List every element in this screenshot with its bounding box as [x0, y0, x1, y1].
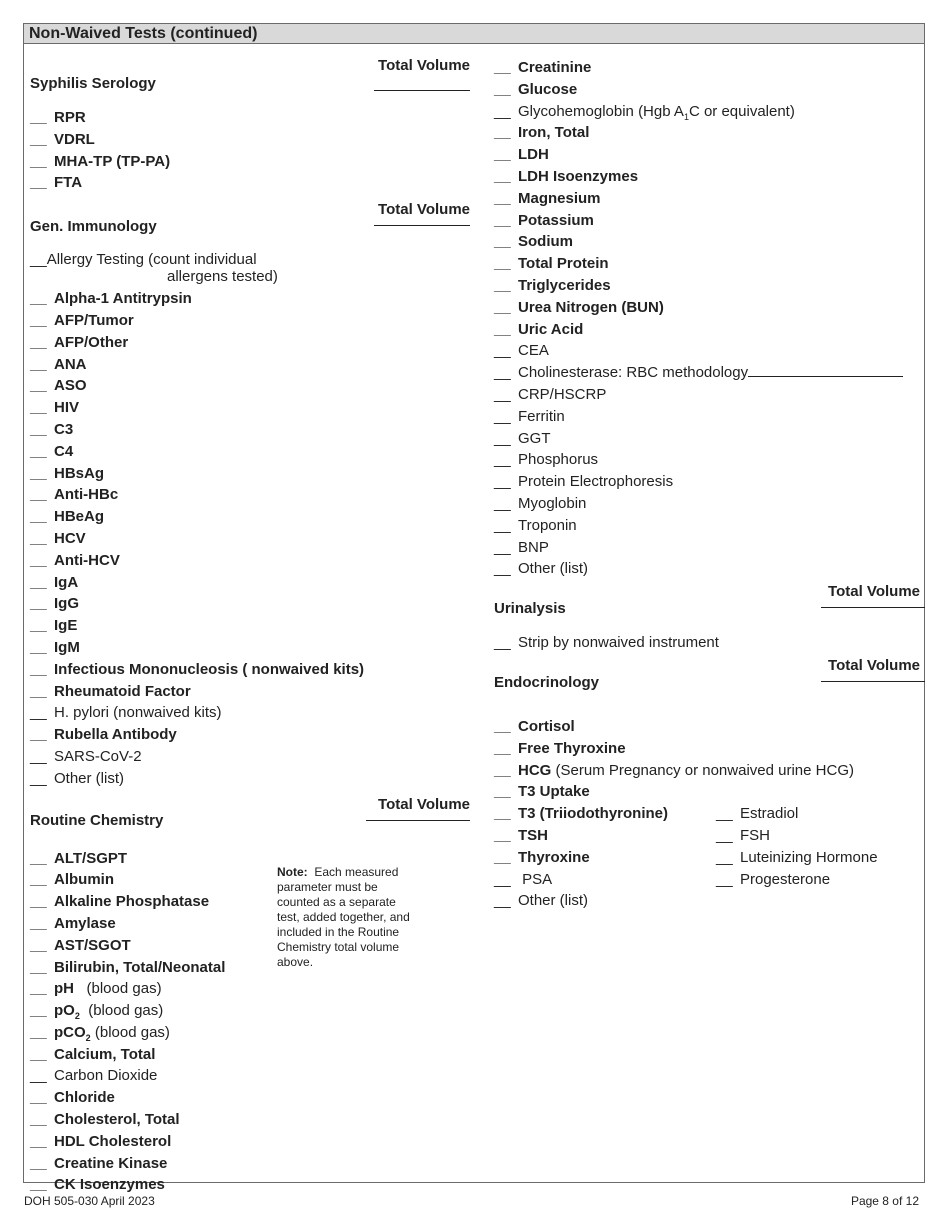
- check-blank[interactable]: __: [494, 560, 511, 578]
- check-blank[interactable]: __: [30, 1067, 47, 1085]
- allergy-item: __Allergy Testing (count individual: [30, 251, 257, 269]
- list-item: __ AFP/Tumor: [30, 310, 470, 332]
- list-item: __ HCV: [30, 528, 470, 550]
- check-blank[interactable]: __: [494, 233, 511, 251]
- check-blank[interactable]: __: [30, 595, 47, 613]
- check-blank[interactable]: __: [494, 59, 511, 76]
- check-blank[interactable]: __: [494, 805, 511, 823]
- check-blank[interactable]: __: [494, 538, 511, 556]
- list-item: __ CRP/HSCRP: [494, 384, 924, 406]
- check-blank[interactable]: __: [30, 442, 47, 460]
- check-blank[interactable]: __: [494, 211, 511, 229]
- list-item-right: __ Estradiol: [716, 803, 798, 825]
- list-item: __ Strip by nonwaived instrument: [494, 632, 924, 654]
- check-blank[interactable]: __: [494, 342, 511, 360]
- list-item: __ Cortisol: [494, 716, 924, 738]
- check-blank[interactable]: __: [30, 290, 47, 308]
- syphilis-header: [30, 57, 470, 104]
- total-volume-label: Total Volume: [378, 795, 470, 813]
- urinalysis-header: [494, 580, 924, 632]
- list-item: __ Urea Nitrogen (BUN): [494, 297, 924, 319]
- chemistry-cont-list-a: [494, 57, 924, 101]
- list-item: __ HBsAg: [30, 463, 470, 485]
- list-item: __ Anti-HCV: [30, 550, 470, 572]
- check-blank[interactable]: __: [494, 189, 511, 207]
- list-item: __ RPR: [30, 107, 470, 129]
- list-item-right: __ Luteinizing Hormone: [716, 847, 878, 869]
- check-blank[interactable]: __: [30, 980, 47, 998]
- check-blank[interactable]: __: [494, 516, 511, 534]
- syphilis-title: Syphilis Serology: [30, 75, 156, 92]
- list-item: __ Cholinesterase: RBC methodology: [494, 362, 924, 384]
- total-volume-line[interactable]: [366, 820, 470, 821]
- total-volume-label: Total Volume: [828, 583, 920, 601]
- check-blank[interactable]: __: [494, 124, 511, 142]
- check-blank[interactable]: __: [494, 494, 511, 512]
- check-blank[interactable]: __: [30, 638, 47, 656]
- check-blank[interactable]: __: [30, 769, 47, 787]
- list-item: __ Rubella Antibody: [30, 724, 470, 746]
- check-blank[interactable]: __: [494, 870, 511, 888]
- list-item: __ Infectious Mononucleosis ( nonwaived kits): [30, 659, 470, 681]
- list-item: __ Anti-HBc: [30, 484, 470, 506]
- check-blank[interactable]: __: [30, 486, 47, 504]
- check-blank[interactable]: __: [30, 871, 47, 889]
- list-item: __ ASO: [30, 375, 470, 397]
- check-blank[interactable]: __: [30, 726, 47, 744]
- list-item: __ C4: [30, 441, 470, 463]
- check-blank[interactable]: __: [30, 660, 47, 678]
- list-item: __ CEA: [494, 340, 924, 362]
- list-item: __ Troponin: [494, 515, 924, 537]
- list-item: __ Other (list): [30, 768, 470, 790]
- total-volume-line[interactable]: [374, 90, 470, 91]
- check-blank[interactable]: __: [30, 311, 47, 329]
- list-item: __ Ferritin: [494, 406, 924, 428]
- check-blank[interactable]: __: [494, 739, 511, 757]
- check-blank[interactable]: __: [30, 914, 47, 932]
- check-blank[interactable]: __: [30, 936, 47, 954]
- check-blank[interactable]: __: [494, 298, 511, 316]
- check-blank[interactable]: __: [30, 420, 47, 438]
- list-item: __ GGT: [494, 428, 924, 450]
- immunology-title: Gen. Immunology: [30, 218, 157, 236]
- check-blank[interactable]: __: [30, 251, 47, 269]
- list-item: __ H. pylori (nonwaived kits): [30, 702, 470, 724]
- left-column: [30, 57, 470, 1196]
- list-item: __ Phosphorus: [494, 449, 924, 471]
- list-item-right: __ Progesterone: [716, 869, 830, 891]
- check-blank[interactable]: __: [30, 130, 47, 148]
- list-item: __ $pO_2$ (blood gas): [30, 1002, 164, 1022]
- endocrinology-title: Endocrinology: [494, 673, 599, 691]
- check-blank[interactable]: __: [30, 152, 47, 170]
- total-volume-label: Total Volume: [828, 656, 920, 674]
- check-blank[interactable]: __: [30, 1111, 47, 1129]
- check-blank[interactable]: __: [494, 826, 511, 844]
- check-blank[interactable]: __: [494, 429, 511, 447]
- list-item: __ Magnesium: [494, 188, 924, 210]
- list-item: __ Calcium, Total: [30, 1044, 470, 1066]
- section-header: Non-Waived Tests (continued): [24, 24, 924, 44]
- check-blank[interactable]: __: [30, 1089, 47, 1107]
- check-blank[interactable]: __: [494, 761, 511, 779]
- chemistry-cont-list-c: [494, 384, 924, 580]
- endocrinology-header: [494, 654, 924, 706]
- list-item: __ BNP: [494, 537, 924, 559]
- list-item: __ VDRL: [30, 129, 470, 151]
- immunology-header: [30, 191, 470, 247]
- check-blank[interactable]: __: [30, 333, 47, 351]
- check-blank[interactable]: __: [30, 174, 47, 192]
- list-item: __ MHA-TP (TP-PA): [30, 151, 470, 173]
- list-item: __ Iron, Total: [494, 122, 924, 144]
- check-blank[interactable]: __: [494, 892, 511, 910]
- check-blank[interactable]: __: [494, 255, 511, 273]
- list-item: __ HDL Cholesterol: [30, 1131, 470, 1153]
- check-blank[interactable]: __: [494, 167, 511, 185]
- list-item: __ HBeAg: [30, 506, 470, 528]
- total-volume-label: Total Volume: [378, 201, 470, 219]
- check-blank[interactable]: __: [494, 364, 511, 382]
- list-item: __ Carbon Dioxide: [30, 1065, 470, 1087]
- list-item: __ Glycohemoglobin (Hgb $A_1C$ or equivalent): [494, 102, 795, 122]
- list-item: __ FTA: [30, 172, 470, 194]
- check-blank[interactable]: __: [494, 634, 511, 652]
- check-blank[interactable]: __: [494, 320, 511, 338]
- total-volume-line[interactable]: [821, 681, 925, 682]
- list-item: __ Thyroxine __ Luteinizing Hormone: [494, 847, 924, 869]
- total-volume-line[interactable]: [374, 225, 470, 226]
- list-item: __ Creatine Kinase: [30, 1153, 470, 1175]
- check-blank[interactable]: __: [30, 1176, 47, 1194]
- check-blank[interactable]: __: [494, 80, 511, 98]
- chemistry-header: [30, 790, 470, 846]
- list-item: __ pCO$_2$ (blood gas): [30, 1023, 170, 1043]
- check-blank[interactable]: __: [494, 385, 511, 403]
- methodology-line[interactable]: [748, 362, 903, 377]
- list-item: __ HCG (Serum Pregnancy or nonwaived urine HCG): [494, 760, 924, 782]
- check-blank[interactable]: __: [494, 473, 511, 491]
- list-item: __ Triglycerides: [494, 275, 924, 297]
- list-item: __ AST/SGOT: [30, 935, 470, 957]
- check-blank[interactable]: __: [494, 848, 511, 866]
- chemistry-title: Routine Chemistry: [30, 811, 164, 829]
- check-blank[interactable]: __: [716, 826, 733, 844]
- list-item: __ PSA __ Progesterone: [494, 869, 924, 891]
- check-blank[interactable]: __: [30, 1132, 47, 1150]
- check-blank[interactable]: __: [30, 355, 47, 373]
- chemistry-list-2: [30, 1044, 470, 1197]
- check-blank[interactable]: __: [30, 1154, 47, 1172]
- list-item: __ ANA: [30, 354, 470, 376]
- check-blank[interactable]: __: [494, 783, 511, 801]
- chemistry-note: Note: Each measured parameter must be counted as a separate test, added together, and included in the Routine Chemistry total volume above.: [277, 865, 410, 969]
- check-blank[interactable]: __: [30, 508, 47, 526]
- list-item: __ IgA: [30, 572, 470, 594]
- list-item: __ Creatinine: [494, 57, 924, 79]
- check-blank[interactable]: __: [30, 529, 47, 547]
- list-item: __ pH (blood gas): [30, 978, 470, 1000]
- check-blank[interactable]: __: [30, 1002, 47, 1020]
- list-item: __ T3 Uptake: [494, 781, 924, 803]
- right-column: [494, 57, 924, 912]
- list-item: __ TSH __ FSH: [494, 825, 924, 847]
- check-blank[interactable]: __: [716, 870, 733, 888]
- immunology-list: [30, 288, 470, 789]
- list-item: __ Sodium: [494, 231, 924, 253]
- check-blank[interactable]: __: [30, 377, 47, 395]
- list-item: __ Bilirubin, Total/Neonatal: [30, 957, 470, 979]
- chemistry-cont-list-b: [494, 122, 924, 362]
- check-blank[interactable]: __: [30, 399, 47, 417]
- form-id: DOH 505-030 April 2023: [24, 1194, 155, 1208]
- list-item: __ AFP/Other: [30, 332, 470, 354]
- check-blank[interactable]: __: [30, 849, 47, 867]
- check-blank[interactable]: __: [716, 848, 733, 866]
- check-blank[interactable]: __: [30, 958, 47, 976]
- check-blank[interactable]: __: [30, 704, 47, 722]
- list-item: __ C3: [30, 419, 470, 441]
- check-blank[interactable]: __: [30, 617, 47, 635]
- check-blank[interactable]: __: [494, 407, 511, 425]
- list-item: __ Other (list): [494, 890, 924, 912]
- list-item: __ Protein Electrophoresis: [494, 471, 924, 493]
- check-blank[interactable]: __: [30, 573, 47, 591]
- list-item: __ Amylase: [30, 913, 470, 935]
- check-blank[interactable]: __: [30, 1045, 47, 1063]
- check-blank[interactable]: __: [494, 276, 511, 294]
- check-blank[interactable]: __: [30, 747, 47, 765]
- list-item: __ Total Protein: [494, 253, 924, 275]
- list-item: __ Glucose: [494, 79, 924, 101]
- check-blank[interactable]: __: [30, 893, 47, 911]
- allergy-item-continued: allergens tested): [167, 268, 278, 286]
- check-blank[interactable]: __: [716, 805, 733, 823]
- total-volume-label: Total Volume: [378, 57, 470, 74]
- list-item: __ Uric Acid: [494, 319, 924, 341]
- list-item: __ Free Thyroxine: [494, 738, 924, 760]
- check-blank[interactable]: __: [30, 551, 47, 569]
- check-blank[interactable]: __: [30, 1023, 47, 1041]
- check-blank[interactable]: __: [494, 102, 511, 120]
- list-item: __ Potassium: [494, 210, 924, 232]
- list-item: __ IgM: [30, 637, 470, 659]
- list-item: __ HIV: [30, 397, 470, 419]
- list-item: __ SARS-CoV-2: [30, 746, 470, 768]
- check-blank[interactable]: __: [494, 451, 511, 469]
- list-item: __ T3 (Triiodothyronine) __ Estradiol: [494, 803, 924, 825]
- check-blank[interactable]: __: [30, 109, 47, 126]
- list-item-right: __ FSH: [716, 825, 770, 847]
- list-item: __ Cholesterol, Total: [30, 1109, 470, 1131]
- list-item: __ IgE: [30, 615, 470, 637]
- list-item: __ CK Isoenzymes: [30, 1174, 470, 1196]
- check-blank[interactable]: __: [30, 464, 47, 482]
- list-item: __ Chloride: [30, 1087, 470, 1109]
- urinalysis-title: Urinalysis: [494, 600, 566, 618]
- list-item: __ ALT/SGPT: [30, 848, 470, 870]
- total-volume-line[interactable]: [821, 607, 925, 608]
- check-blank[interactable]: __: [494, 146, 511, 164]
- list-item: __ Rheumatoid Factor: [30, 681, 470, 703]
- page-number: Page 8 of 12: [850, 1194, 919, 1208]
- list-item: __ LDH Isoenzymes: [494, 166, 924, 188]
- list-item: __ Myoglobin: [494, 493, 924, 515]
- list-item: __ Albumin: [30, 869, 470, 891]
- list-item: __ Alpha-1 Antitrypsin: [30, 288, 470, 310]
- list-item: __ Alkaline Phosphatase: [30, 891, 470, 913]
- list-item: __ Other (list): [494, 558, 924, 580]
- list-item: __ IgG: [30, 593, 470, 615]
- list-item: __ LDH: [494, 144, 924, 166]
- check-blank[interactable]: __: [494, 717, 511, 735]
- check-blank[interactable]: __: [30, 682, 47, 700]
